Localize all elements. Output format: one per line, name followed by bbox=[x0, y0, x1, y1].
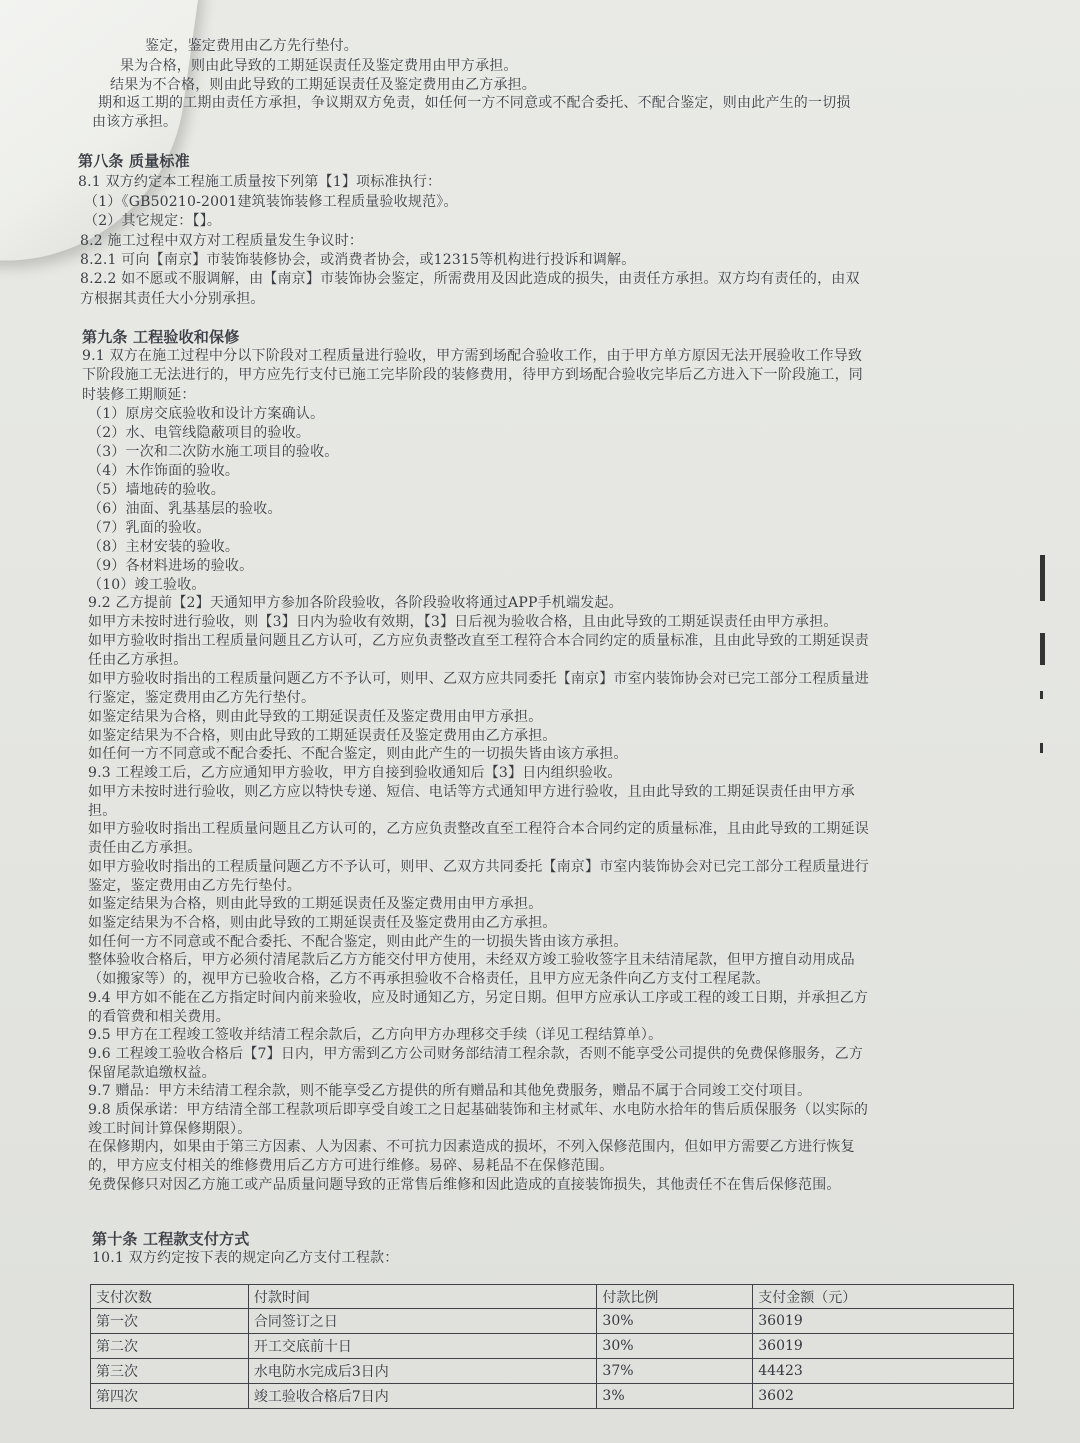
header-payment-ratio: 付款比例 bbox=[597, 1285, 753, 1309]
text-line: 如甲方验收时指出的工程质量问题乙方不予认可，则甲、乙双方共同委托【南京】市室内装饰协会对已完工部分工程质量进行 bbox=[88, 859, 869, 875]
text-line: （10）竣工验收。 bbox=[88, 577, 206, 593]
text-line: 的，甲方应支付相关的维修费用后乙方方可进行维修。易碎、易耗品不在保修范围。 bbox=[88, 1158, 614, 1174]
text-line: 免费保修只对因乙方施工或产品质量问题导致的正常售后维修和因此造成的直接装饰损失，其他责任不在售后保修范围。 bbox=[88, 1177, 841, 1193]
text-line: 9.3 工程竣工后，乙方应通知甲方验收，甲方自接到验收通知后【3】日内组织验收。 bbox=[88, 765, 622, 781]
text-line: 由该方承担。 bbox=[92, 114, 178, 130]
text-line: （3）一次和二次防水施工项目的验收。 bbox=[88, 444, 339, 460]
text-line: 竣工时间计算保修期限）。 bbox=[88, 1121, 252, 1137]
edge-mark bbox=[1040, 633, 1045, 665]
text-line: 下阶段施工无法进行的，甲方应先行支付已施工完毕阶段的装修费用，待甲方到场配合验收完毕后乙方进入下一阶段施工，同 bbox=[82, 367, 863, 383]
table-row bbox=[91, 1309, 1014, 1334]
text-line: （如搬家等）的，视甲方已验收合格，乙方不再承担验收不合格责任，且甲方应无条件向乙方支付工程尾款。 bbox=[88, 971, 770, 987]
text-line: 任由乙方承担。 bbox=[88, 652, 188, 668]
text-line: 8.2.1 可向【南京】市装饰装修协会，或消费者协会，或12315等机构进行投诉和调解。 bbox=[80, 252, 636, 268]
text-line: （7）乳面的验收。 bbox=[88, 520, 211, 536]
text-line: （1）《GB50210-2001建筑装饰装修工程质量验收规范》。 bbox=[84, 194, 458, 210]
text-line: 鉴定，鉴定费用由乙方先行垫付。 bbox=[145, 38, 358, 54]
text-line: 如甲方验收时指出的工程质量问题乙方不予认可，则甲、乙双方应共同委托【南京】市室内装饰协会对已完工部分工程质量进 bbox=[88, 671, 869, 687]
text-line: 9.6 工程竣工验收合格后【7】日内，甲方需到乙方公司财务部结清工程余款，否则不能享受公司提供的免费保修服务，乙方 bbox=[88, 1046, 864, 1062]
text-line: 如任何一方不同意或不配合委托、不配合鉴定，则由此产生的一切损失皆由该方承担。 bbox=[88, 746, 628, 762]
text-line: 9.7 赠品：甲方未结清工程余款，则不能享受乙方提供的所有赠品和其他免费服务，赠品不属于合同竣工交付项目。 bbox=[88, 1083, 812, 1099]
text-line: 8.2 施工过程中双方对工程质量发生争议时： bbox=[80, 233, 364, 249]
text-line: 如甲方验收时指出工程质量问题且乙方认可的，乙方应负责整改直至工程符合本合同约定的质量标准，且由此导致的工期延误 bbox=[88, 821, 869, 837]
cell-payment-ratio: 37% bbox=[597, 1359, 753, 1384]
text-line: 如鉴定结果为不合格，则由此导致的工期延误责任及鉴定费用由乙方承担。 bbox=[88, 728, 557, 744]
text-line: 9.8 质保承诺：甲方结清全部工程款项后即享受自竣工之日起基础装饰和主材贰年、水电防水拾年的售后质保服务（以实际的 bbox=[88, 1102, 869, 1118]
cell-payment-amount: 3602 bbox=[753, 1384, 1014, 1409]
cell-payment-ratio: 30% bbox=[597, 1309, 753, 1334]
text-line: （8）主材安装的验收。 bbox=[88, 539, 240, 555]
payment-schedule-table bbox=[90, 1284, 1014, 1409]
table-row bbox=[91, 1384, 1014, 1409]
edge-mark bbox=[1040, 743, 1043, 753]
text-line: （5）墙地砖的验收。 bbox=[88, 482, 225, 498]
header-payment-amount: 支付金额（元） bbox=[753, 1285, 1014, 1309]
text-line: 期和返工期的工期由责任方承担，争议期双方免责，如任何一方不同意或不配合委托、不配合鉴定，则由此产生的一切损 bbox=[98, 95, 851, 111]
cell-payment-ratio: 3% bbox=[597, 1384, 753, 1409]
text-line: 整体验收合格后，甲方必须付清尾款后乙方方能交付甲方使用，未经双方竣工验收签字且未结清尾款，但甲方擅自动用成品 bbox=[88, 952, 855, 968]
cell-payment-time: 合同签订之日 bbox=[248, 1309, 597, 1334]
cell-payment-time: 开工交底前十日 bbox=[248, 1334, 597, 1359]
text-line: 保留尾款追缴权益。 bbox=[88, 1065, 216, 1081]
text-line: 果为合格，则由此导致的工期延误责任及鉴定费用由甲方承担。 bbox=[120, 58, 518, 74]
text-line: 方根据其责任大小分别承担。 bbox=[80, 291, 265, 307]
header-payment-time: 付款时间 bbox=[248, 1285, 597, 1309]
text-line: （1）原房交底验收和设计方案确认。 bbox=[88, 406, 325, 422]
binding-edge-marks bbox=[1036, 555, 1050, 775]
text-line: 时装修工期顺延： bbox=[82, 387, 196, 403]
text-line: 9.5 甲方在工程竣工签收并结清工程余款后，乙方向甲方办理移交手续（详见工程结算单）。 bbox=[88, 1027, 663, 1043]
text-line: （2）其它规定：【】。 bbox=[84, 213, 222, 229]
text-line: 如鉴定结果为合格，则由此导致的工期延误责任及鉴定费用由甲方承担。 bbox=[88, 709, 543, 725]
text-line: 鉴定，鉴定费用由乙方先行垫付。 bbox=[88, 878, 301, 894]
text-line: 9.2 乙方提前【2】天通知甲方参加各阶段验收，各阶段验收将通过APP手机端发起。 bbox=[88, 595, 623, 611]
text-line: 在保修期内，如果由于第三方因素、人为因素、不可抗力因素造成的损坏，不列入保修范围内，但如甲方需要乙方进行恢复 bbox=[88, 1139, 855, 1155]
cell-payment-number: 第三次 bbox=[91, 1359, 249, 1384]
cell-payment-amount: 44423 bbox=[753, 1359, 1014, 1384]
text-line: 如甲方验收时指出工程质量问题且乙方认可，乙方应负责整改直至工程符合本合同约定的质量标准，且由此导致的工期延误责 bbox=[88, 633, 869, 649]
cell-payment-time: 竣工验收合格后7日内 bbox=[248, 1384, 597, 1409]
cell-payment-amount: 36019 bbox=[753, 1334, 1014, 1359]
text-line: 如甲方未按时进行验收，则【3】日内为验收有效期，【3】日后视为验收合格，且由此导致的工期延误责任由甲方承担。 bbox=[88, 614, 838, 630]
text-line: 8.1 双方约定本工程施工质量按下列第【1】项标准执行： bbox=[78, 174, 442, 190]
text-line: 如任何一方不同意或不配合委托、不配合鉴定，则由此产生的一切损失皆由该方承担。 bbox=[88, 934, 628, 950]
cell-payment-amount: 36019 bbox=[753, 1309, 1014, 1334]
text-line: 担。 bbox=[88, 803, 117, 819]
edge-mark bbox=[1040, 691, 1043, 699]
table-header-row bbox=[91, 1285, 1014, 1309]
text-line: 9.4 甲方如不能在乙方指定时间内前来验收，应及时通知乙方，另定日期。但甲方应承认工序或工程的竣工日期，并承担乙方 bbox=[88, 990, 869, 1006]
header-payment-number: 支付次数 bbox=[91, 1285, 249, 1309]
text-line: （9）各材料进场的验收。 bbox=[88, 558, 254, 574]
text-line: 如鉴定结果为合格，则由此导致的工期延误责任及鉴定费用由甲方承担。 bbox=[88, 896, 543, 912]
text-line: 的看管费和相关费用。 bbox=[88, 1009, 230, 1025]
text-line: 结果为不合格，则由此导致的工期延误责任及鉴定费用由乙方承担。 bbox=[110, 77, 536, 93]
cell-payment-number: 第一次 bbox=[91, 1309, 249, 1334]
text-line: 如鉴定结果为不合格，则由此导致的工期延误责任及鉴定费用由乙方承担。 bbox=[88, 915, 557, 931]
text-line: 8.2.2 如不愿或不服调解，由【南京】市装饰协会鉴定，所需费用及因此造成的损失，由责任方承担。双方均有责任的，由双 bbox=[80, 271, 860, 287]
cell-payment-number: 第二次 bbox=[91, 1334, 249, 1359]
text-line: 责任由乙方承担。 bbox=[88, 840, 202, 856]
section-heading: 第九条 工程验收和保修 bbox=[82, 328, 240, 346]
cell-payment-time: 水电防水完成后3日内 bbox=[248, 1359, 597, 1384]
text-line: （2）水、电管线隐蔽项目的验收。 bbox=[88, 425, 311, 441]
text-line: 10.1 双方约定按下表的规定向乙方支付工程款： bbox=[92, 1250, 399, 1266]
section-heading: 第十条 工程款支付方式 bbox=[92, 1230, 250, 1248]
text-line: 如甲方未按时进行验收，则乙方应以特快专递、短信、电话等方式通知甲方进行验收，且由此导致的工期延误责任由甲方承 bbox=[88, 784, 855, 800]
cell-payment-number: 第四次 bbox=[91, 1384, 249, 1409]
cell-payment-ratio: 30% bbox=[597, 1334, 753, 1359]
table-row bbox=[91, 1359, 1014, 1384]
text-line: 9.1 双方在施工过程中分以下阶段对工程质量进行验收，甲方需到场配合验收工作，由于甲方单方原因无法开展验收工作导致 bbox=[82, 348, 863, 364]
table-row bbox=[91, 1334, 1014, 1359]
section-heading: 第八条 质量标准 bbox=[78, 152, 190, 170]
text-line: （6）油面、乳基基层的验收。 bbox=[88, 501, 282, 517]
edge-mark bbox=[1040, 555, 1045, 601]
text-line: （4）木作饰面的验收。 bbox=[88, 463, 240, 479]
text-line: 行鉴定，鉴定费用由乙方先行垫付。 bbox=[88, 690, 316, 706]
